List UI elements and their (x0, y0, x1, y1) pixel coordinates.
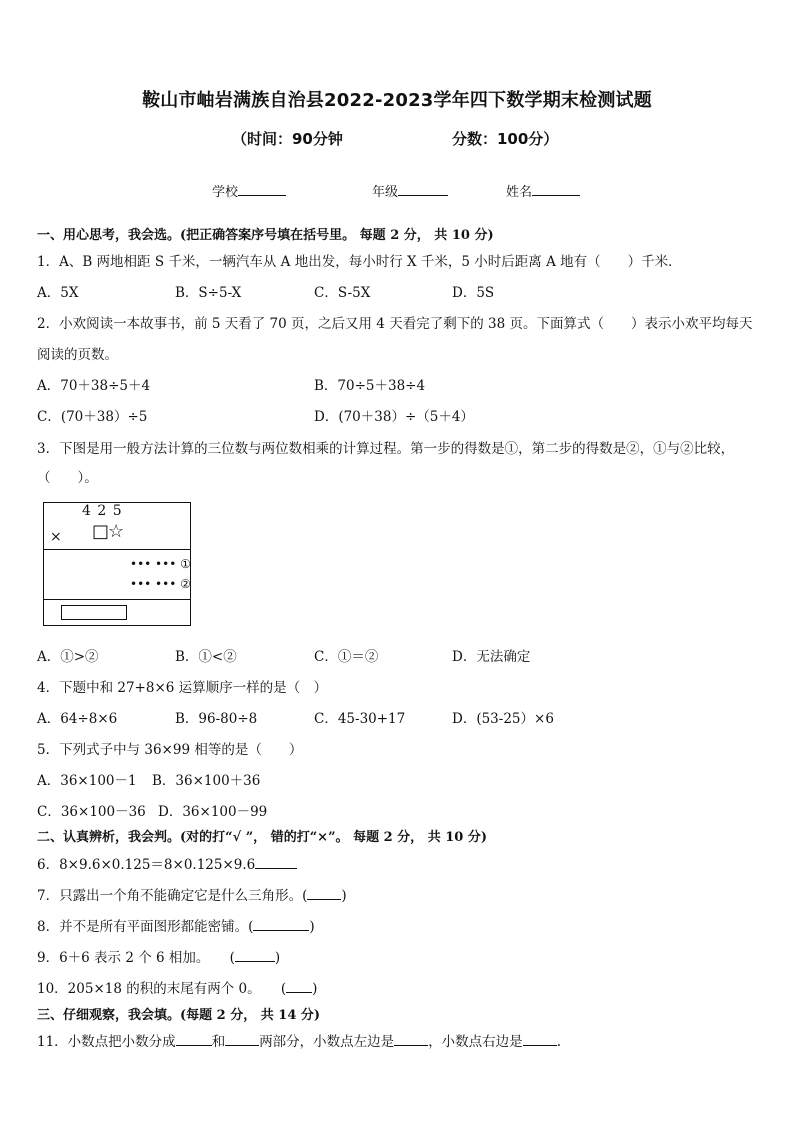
section1-heading: 一、用心思考，我会选。(把正确答案序号填在括号里。 每题 2 分， 共 10 分) (37, 228, 494, 243)
grade-label: 年级 (372, 185, 399, 200)
q6 (37, 853, 297, 873)
q11-text-e: . (556, 1034, 561, 1050)
q5-option-a[interactable]: A．36×100－1 (37, 773, 137, 789)
q3-option-b[interactable]: B．①<② (175, 649, 237, 665)
q1-option-b[interactable]: B．S÷5-X (175, 285, 242, 301)
q11-blank-4[interactable] (523, 1031, 557, 1046)
q4-option-b[interactable]: B．96-80÷8 (175, 711, 258, 727)
q4-option-c[interactable]: C．45-30+17 (314, 711, 406, 727)
name-label: 姓名 (506, 185, 533, 200)
q8-close: ) (309, 919, 315, 935)
figure-dots-1: ••• ••• ① (130, 557, 191, 571)
figure-times: × (50, 529, 62, 545)
q7-text: 7．只露出一个角不能确定它是什么三角形。( (37, 888, 308, 904)
section2-heading: 二、认真辨析，我会判。(对的打“√ ”， 错的打“×”。 每题 2 分， 共 10 分) (37, 830, 487, 845)
q10-blank[interactable] (286, 978, 312, 993)
q3-option-a[interactable]: A．①>② (37, 649, 99, 665)
q8-text: 8．并不是所有平面图形都能密铺。( (37, 919, 254, 935)
section3-heading: 三、仔细观察，我会填。(每题 2 分， 共 14 分) (37, 1008, 321, 1023)
q1-option-a[interactable]: A．5X (37, 285, 79, 301)
q3-option-c[interactable]: C．①＝② (314, 649, 379, 665)
figure-line-top (44, 549, 190, 550)
q6-text: 6．8×9.6×0.125＝8×0.125×9.6 (37, 857, 256, 873)
q11-blank-1[interactable] (176, 1031, 212, 1046)
q2-option-a[interactable]: A．70＋38÷5＋4 (37, 378, 151, 394)
exam-time: （时间：90分钟 (232, 130, 343, 148)
q2-stem-line2: 阅读的页数。 (37, 347, 118, 363)
q5-stem: 5．下列式子中与 36×99 相等的是（ ） (37, 742, 303, 758)
grade-field (372, 181, 448, 200)
q5-option-b[interactable]: B．36×100＋36 (152, 773, 261, 789)
q5-option-c[interactable]: C．36×100－36 (37, 804, 146, 820)
q7 (37, 884, 347, 904)
q11-text-c: 两部分，小数点左边是 (259, 1034, 395, 1050)
name-field (506, 181, 580, 200)
figure-digits: 4 2 5 (82, 503, 123, 519)
q11-text-a: 11．小数点把小数分成 (37, 1034, 176, 1050)
q11-blank-2[interactable] (225, 1031, 259, 1046)
q11-text-d: ，小数点右边是 (428, 1034, 523, 1050)
q4-option-a[interactable]: A．64÷8×6 (37, 711, 118, 727)
q10-close: ) (312, 981, 318, 997)
figure-line-bottom (44, 599, 190, 600)
grade-blank[interactable] (398, 181, 448, 196)
q3-stem-line1: 3．下图是用一般方法计算的三位数与两位数相乘的计算过程。第一步的得数是①，第二步的得数是②，①与②比较， (37, 441, 735, 457)
q1-option-c[interactable]: C．S-5X (314, 285, 371, 301)
q3-option-d[interactable]: D．无法确定 (452, 649, 531, 665)
q9-text: 9．6＋6 表示 2 个 6 相加。 ( (37, 950, 235, 966)
q3-stem-line2: （ ）。 (37, 470, 98, 486)
q4-stem: 4．下题中和 27+8×6 运算顺序一样的是（ ） (37, 680, 328, 696)
q9 (37, 946, 280, 966)
q11-text-b: 和 (211, 1034, 226, 1050)
page-title: 鞍山市岫岩满族自治县2022-2023学年四下数学期末检测试题 (142, 90, 652, 111)
q2-option-d[interactable]: D．(70＋38）÷（5＋4） (314, 409, 474, 425)
q10 (37, 977, 317, 997)
q2-option-b[interactable]: B．70÷5＋38÷4 (314, 378, 426, 394)
q2-option-c[interactable]: C．(70＋38）÷5 (37, 409, 148, 425)
q5-option-d[interactable]: D．36×100－99 (158, 804, 268, 820)
q11-blank-3[interactable] (394, 1031, 428, 1046)
figure-shapes: □☆ (92, 521, 124, 542)
multiplication-figure (43, 502, 191, 626)
q9-blank[interactable] (235, 947, 275, 962)
q2-stem-line1: 2．小欢阅读一本故事书，前 5 天看了 70 页，之后又用 4 天看完了剩下的 38 页。下面算式（ ）表示小欢平均每天 (37, 316, 753, 332)
q9-close: ) (274, 950, 281, 966)
q7-close: ) (341, 888, 347, 904)
figure-dots-2: ••• ••• ② (130, 577, 191, 591)
school-label: 学校 (212, 185, 239, 200)
q8-blank[interactable] (253, 916, 309, 931)
q4-option-d[interactable]: D．(53-25）×6 (452, 711, 554, 727)
school-field (212, 181, 286, 200)
name-blank[interactable] (532, 181, 580, 196)
school-blank[interactable] (238, 181, 286, 196)
q1-option-d[interactable]: D．5S (452, 285, 495, 301)
figure-answer-box (61, 605, 127, 620)
q8 (37, 915, 315, 935)
q11 (37, 1030, 561, 1050)
q7-blank[interactable] (307, 885, 341, 900)
q10-text: 10．205×18 的积的末尾有两个 0。 ( (37, 981, 287, 997)
q1-stem: 1．A、B 两地相距 S 千米，一辆汽车从 A 地出发，每小时行 X 千米，5 小时后距离 A 地有（ ）千米． (37, 254, 682, 270)
exam-score: 分数：100分） (452, 130, 559, 148)
q6-blank[interactable] (255, 854, 297, 869)
